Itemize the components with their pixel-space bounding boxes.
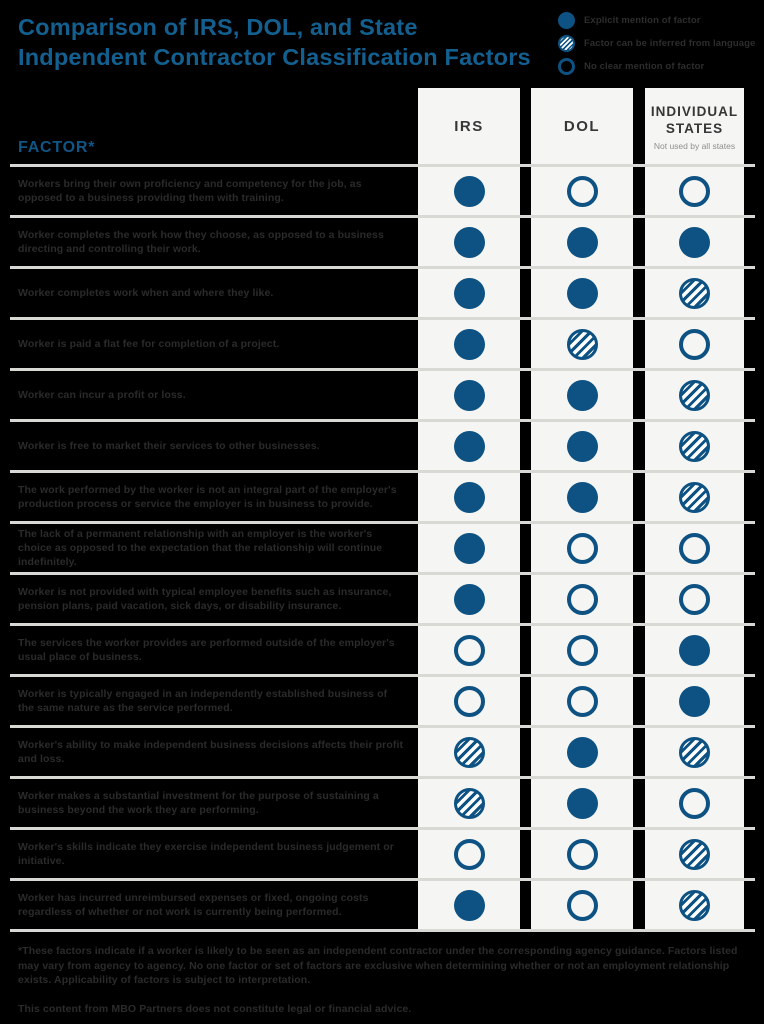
- column-header-dol: [531, 88, 633, 164]
- irs-cell: [418, 167, 520, 215]
- dol-marker: [567, 329, 598, 360]
- factor-text: Worker is paid a flat fee for completion of a project.: [18, 338, 280, 350]
- irs-marker: [454, 890, 485, 921]
- table-header-row: [0, 88, 764, 164]
- table-row: [10, 317, 755, 368]
- dol-marker: [567, 686, 598, 717]
- column-header-label: DOL: [563, 117, 601, 135]
- table-bottom-separator: [10, 929, 755, 932]
- irs-marker: [454, 227, 485, 258]
- irs-cell: [418, 626, 520, 674]
- irs-marker: [454, 176, 485, 207]
- column-header-label: IRS: [454, 117, 484, 135]
- table-row: [10, 266, 755, 317]
- states-marker: [679, 635, 710, 666]
- legend-label: Factor can be inferred from language: [584, 38, 756, 49]
- column-header-label: INDIVIDUAL STATES: [650, 104, 739, 136]
- states-marker: [679, 788, 710, 819]
- table-row: [10, 827, 755, 878]
- comparison-table: [0, 88, 764, 932]
- irs-cell: [418, 881, 520, 929]
- irs-marker: [454, 329, 485, 360]
- legend: [558, 9, 758, 78]
- irs-cell: [418, 728, 520, 776]
- dol-cell: [531, 422, 633, 470]
- states-cell: [645, 830, 744, 878]
- dol-marker: [567, 431, 598, 462]
- states-marker: [679, 686, 710, 717]
- irs-cell: [418, 575, 520, 623]
- states-cell: [645, 371, 744, 419]
- states-marker: [679, 278, 710, 309]
- legend-label: Explicit mention of factor: [584, 15, 701, 26]
- dol-cell: [531, 167, 633, 215]
- states-marker: [679, 890, 710, 921]
- irs-cell: [418, 473, 520, 521]
- dol-marker: [567, 482, 598, 513]
- dol-marker: [567, 227, 598, 258]
- states-cell: [645, 575, 744, 623]
- irs-marker: [454, 482, 485, 513]
- factor-text: Worker's ability to make independent business decisions affects their profit and loss.: [18, 739, 404, 765]
- dol-marker: [567, 839, 598, 870]
- states-cell: [645, 626, 744, 674]
- legend-item-explicit: [558, 9, 758, 32]
- table-row: [10, 368, 755, 419]
- dol-cell: [531, 473, 633, 521]
- table-row: [10, 164, 755, 215]
- table-row: [10, 215, 755, 266]
- factor-text: The work performed by the worker is not an integral part of the employer's production process or service the employer is in business to provide.: [18, 484, 397, 510]
- dol-cell: [531, 626, 633, 674]
- irs-marker: [454, 788, 485, 819]
- irs-cell: [418, 269, 520, 317]
- dol-marker: [567, 890, 598, 921]
- dol-cell: [531, 677, 633, 725]
- dol-cell: [531, 320, 633, 368]
- disclaimer-text: This content from MBO Partners does not constitute legal or financial advice.: [18, 1002, 412, 1015]
- states-marker: [679, 176, 710, 207]
- irs-marker: [454, 686, 485, 717]
- factor-text: Worker is free to market their services to other businesses.: [18, 440, 320, 452]
- table-row: [10, 521, 755, 572]
- dol-marker: [567, 737, 598, 768]
- states-marker: [679, 737, 710, 768]
- table-row: [10, 725, 755, 776]
- factor-text: The lack of a permanent relationship with an employer is the worker's choice as opposed to the expectation that the relationship will continue indefinitely.: [18, 528, 383, 568]
- irs-marker: [454, 380, 485, 411]
- factor-text: Worker makes a substantial investment for the purpose of sustaining a business beyond the work they are performing.: [18, 790, 379, 816]
- dol-cell: [531, 218, 633, 266]
- legend-item-no-mention: [558, 55, 758, 78]
- states-marker: [679, 839, 710, 870]
- table-row: [10, 878, 755, 929]
- factor-text: Worker is not provided with typical employee benefits such as insurance, pension plans, paid vacation, sick days, or disability insurance.: [18, 586, 392, 612]
- states-cell: [645, 728, 744, 776]
- table-row: [10, 470, 755, 521]
- table-row: [10, 776, 755, 827]
- hatched-circle-icon: [558, 35, 575, 52]
- irs-cell: [418, 830, 520, 878]
- column-header-irs: [418, 88, 520, 164]
- irs-marker: [454, 839, 485, 870]
- irs-cell: [418, 524, 520, 572]
- dol-cell: [531, 269, 633, 317]
- factor-text: Worker completes work when and where they like.: [18, 287, 274, 299]
- irs-marker: [454, 533, 485, 564]
- page-title-line1: Comparison of IRS, DOL, and State: [18, 14, 418, 40]
- irs-cell: [418, 320, 520, 368]
- states-cell: [645, 218, 744, 266]
- irs-cell: [418, 677, 520, 725]
- states-marker: [679, 482, 710, 513]
- factor-text: Workers bring their own proficiency and competency for the job, as opposed to a business providing them with training.: [18, 178, 362, 204]
- column-header-states: [645, 88, 744, 164]
- factor-text: The services the worker provides are performed outside of the employer's usual place of business.: [18, 637, 395, 663]
- table-row: [10, 674, 755, 725]
- dol-marker: [567, 584, 598, 615]
- factor-text: Worker's skills indicate they exercise independent business judgement or initiative.: [18, 841, 394, 867]
- factor-text: Worker completes the work how they choose, as opposed to a business directing and controlling their work.: [18, 229, 384, 255]
- page-title: [18, 12, 578, 72]
- irs-cell: [418, 218, 520, 266]
- factor-column-header: FACTOR*: [18, 139, 96, 156]
- irs-marker: [454, 584, 485, 615]
- states-cell: [645, 473, 744, 521]
- states-cell: [645, 422, 744, 470]
- column-header-sublabel: Not used by all states: [653, 141, 736, 151]
- irs-cell: [418, 422, 520, 470]
- table-rows: [10, 164, 755, 932]
- states-cell: [645, 167, 744, 215]
- factor-text: Worker is typically engaged in an independently established business of the same nature as the service performed.: [18, 688, 388, 714]
- dol-marker: [567, 635, 598, 666]
- states-marker: [679, 380, 710, 411]
- footnote-text: *These factors indicate if a worker is likely to be seen as an independent contractor under the corresponding agency guidance. Factors listed may vary from agency to agency. No one factor or set of factors are exclusive when determining whether or not an employment relationship exists. Applicability of factors is subject to interpretation.: [18, 945, 738, 986]
- factor-text: Worker has incurred unreimbursed expenses or fixed, ongoing costs regardless of whether or not work is currently being performed.: [18, 892, 369, 918]
- legend-item-inferred: [558, 32, 758, 55]
- table-row: [10, 572, 755, 623]
- states-marker: [679, 227, 710, 258]
- dol-marker: [567, 176, 598, 207]
- irs-marker: [454, 635, 485, 666]
- states-cell: [645, 320, 744, 368]
- states-marker: [679, 584, 710, 615]
- states-marker: [679, 533, 710, 564]
- dol-marker: [567, 788, 598, 819]
- states-marker: [679, 329, 710, 360]
- states-cell: [645, 881, 744, 929]
- factor-text: Worker can incur a profit or loss.: [18, 389, 186, 401]
- dol-cell: [531, 524, 633, 572]
- states-cell: [645, 269, 744, 317]
- states-cell: [645, 524, 744, 572]
- dol-cell: [531, 881, 633, 929]
- states-cell: [645, 677, 744, 725]
- irs-marker: [454, 737, 485, 768]
- table-row: [10, 623, 755, 674]
- dol-cell: [531, 575, 633, 623]
- dol-marker: [567, 278, 598, 309]
- irs-marker: [454, 278, 485, 309]
- legend-label: No clear mention of factor: [584, 61, 705, 72]
- dol-cell: [531, 779, 633, 827]
- dol-marker: [567, 380, 598, 411]
- dol-cell: [531, 371, 633, 419]
- irs-marker: [454, 431, 485, 462]
- states-marker: [679, 431, 710, 462]
- irs-cell: [418, 779, 520, 827]
- states-cell: [645, 779, 744, 827]
- irs-cell: [418, 371, 520, 419]
- dol-cell: [531, 728, 633, 776]
- footer: [18, 944, 748, 1015]
- filled-circle-icon: [558, 12, 575, 29]
- dol-cell: [531, 830, 633, 878]
- page-title-line2: Indpendent Contractor Classification Factors: [18, 44, 531, 70]
- table-row: [10, 419, 755, 470]
- dol-marker: [567, 533, 598, 564]
- open-circle-icon: [558, 58, 575, 75]
